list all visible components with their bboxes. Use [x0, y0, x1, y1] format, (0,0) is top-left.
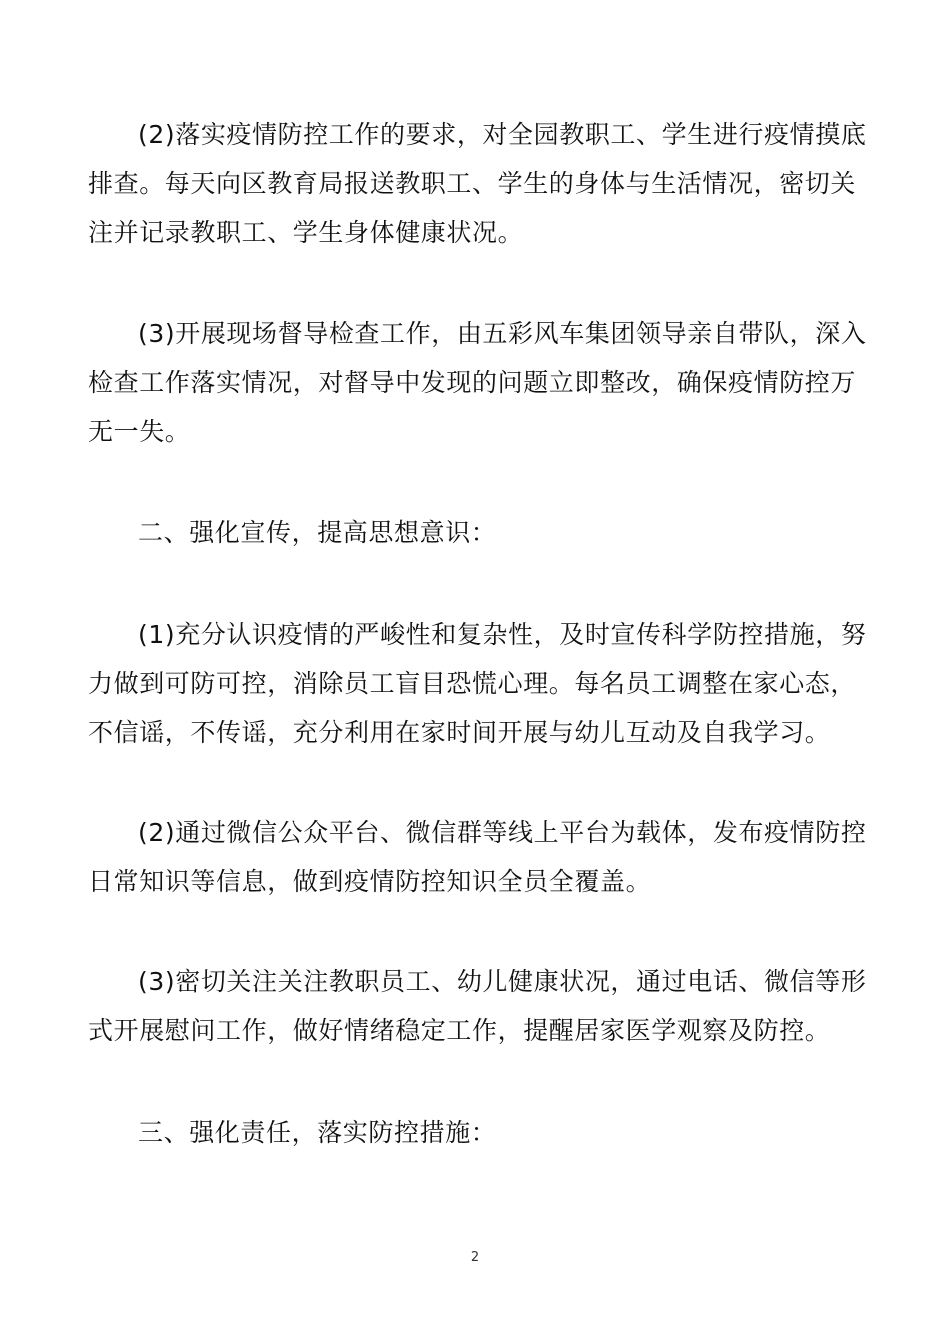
paragraph-awareness — [88, 610, 870, 757]
paragraph-line: 检查工作落实情况，对督导中发现的问题立即整改，确保疫情防控万 — [88, 368, 857, 397]
paragraph-line: (1)充分认识疫情的严峻性和复杂性，及时宣传科学防控措施，努 — [138, 620, 867, 649]
paragraph-line: 无一失。 — [88, 417, 191, 446]
paragraph-line: 注并记录教职工、学生身体健康状况。 — [88, 218, 524, 247]
paragraph-online-platforms — [88, 808, 870, 906]
paragraph-health-monitoring — [88, 957, 870, 1055]
heading-line: 三、强化责任，落实防控措施： — [138, 1118, 497, 1147]
paragraph-line: (3)开展现场督导检查工作，由五彩风车集团领导亲自带队，深入 — [138, 319, 867, 348]
paragraph-line: (2)通过微信公众平台、微信群等线上平台为载体，发布疫情防控 — [138, 818, 867, 847]
paragraph-line: 不信谣，不传谣，充分利用在家时间开展与幼儿互动及自我学习。 — [88, 718, 831, 747]
paragraph-line: (3)密切关注关注教职员工、幼儿健康状况，通过电话、微信等形 — [138, 967, 867, 996]
paragraph-line: 排查。每天向区教育局报送教职工、学生的身体与生活情况，密切关 — [88, 169, 857, 198]
page-number: 2 — [470, 1250, 480, 1265]
section-heading-publicity — [88, 508, 870, 557]
section-heading-responsibility — [88, 1108, 870, 1157]
paragraph-line: 日常知识等信息，做到疫情防控知识全员全覆盖。 — [88, 867, 652, 896]
heading-line: 二、强化宣传，提高思想意识： — [138, 518, 497, 547]
paragraph-line: 力做到可防可控，消除员工盲目恐慌心理。每名员工调整在家心态， — [88, 669, 857, 698]
paragraph-epidemic-screening — [88, 110, 870, 257]
paragraph-onsite-inspection — [88, 309, 870, 456]
paragraph-line: 式开展慰问工作，做好情绪稳定工作，提醒居家医学观察及防控。 — [88, 1016, 831, 1045]
paragraph-line: (2)落实疫情防控工作的要求，对全园教职工、学生进行疫情摸底 — [138, 120, 867, 149]
